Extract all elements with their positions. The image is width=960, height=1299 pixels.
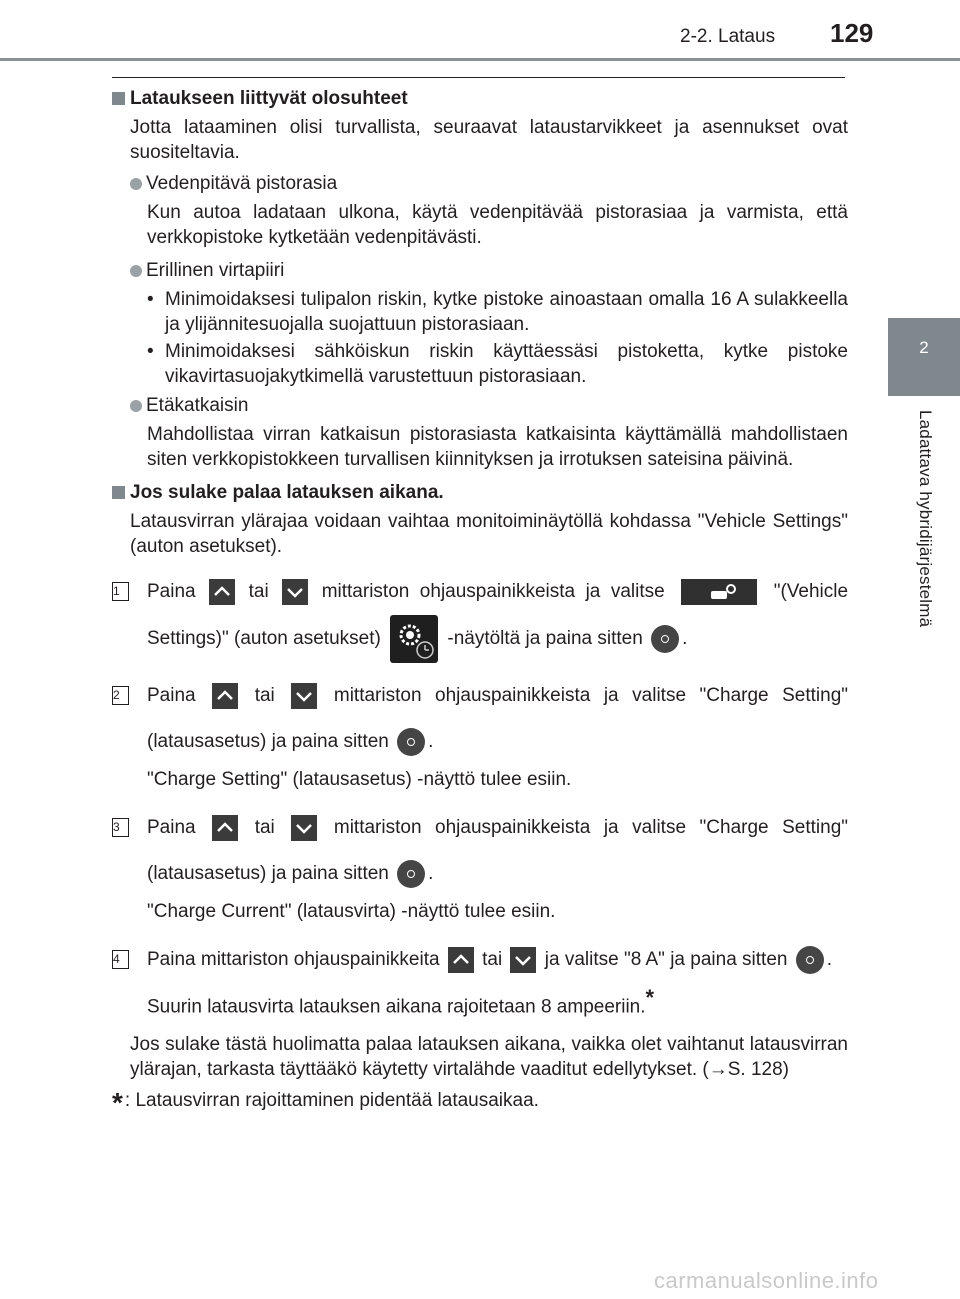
step-4: 4 Paina mittariston ohjauspainikkeita tai ja valitse "8 A" ja paina sitten . (147, 937, 848, 983)
chevron-down-icon (282, 579, 308, 605)
list-item-title: Vedenpitävä pistorasia (130, 171, 848, 196)
step-note: "Charge Setting" (latausasetus) -näyttö tulee esiin. (147, 769, 572, 790)
step-1: 1 Paina tai mittariston ohjauspainikkeista ja valitse "(Vehicle Settings)" (auton asetukset) -näytöltä ja paina sitten . (147, 569, 848, 663)
ok-button-icon (651, 625, 679, 653)
chevron-up-icon (209, 579, 235, 605)
chevron-up-icon (448, 947, 474, 973)
after-paragraph: Jos sulake tästä huolimatta palaa latauksen aikana, vaikka olet vaihtanut latausvirran ylärajan, tarkasta täyttääkö käytetty virtalähde vaaditut edellytykset. (→S. 128) (130, 1034, 848, 1081)
step-note: Suurin latausvirta latauksen aikana rajoitetaan 8 ampeeriin.* (147, 985, 655, 1018)
ok-button-icon (397, 860, 425, 888)
chevron-down-icon (291, 683, 317, 709)
chevron-up-icon (212, 683, 238, 709)
circle-bullet-icon (130, 400, 142, 412)
page-number: 129 (830, 18, 874, 48)
step-number: 4 (112, 950, 129, 969)
ok-button-icon (397, 728, 425, 756)
footnote: * : Latausvirran rajoittaminen pidentää latausaikaa. (112, 1087, 539, 1119)
circle-bullet-icon (130, 265, 142, 277)
chevron-up-icon (212, 815, 238, 841)
step-3: 3 Paina tai mittariston ohjauspainikkeista ja valitse "Charge Setting" (latausasetus) ja paina sitten . (147, 805, 848, 897)
chapter-label: Ladattava hybridijärjestelmä (916, 410, 935, 628)
step-note: "Charge Current" (latausvirta) -näyttö tulee esiin. (147, 901, 556, 922)
step-number: 2 (112, 686, 129, 705)
sub-item: • Minimoidaksesi sähköiskun riskin käyttäessäsi pistoketta, kytke pistoke vikavirtasuojakytkimellä varustettuun pistorasiaan. (147, 341, 848, 387)
chevron-down-icon (291, 815, 317, 841)
content-rule (112, 77, 845, 78)
step-number: 1 (112, 582, 129, 601)
page-content (112, 86, 849, 1119)
square-bullet-icon (112, 486, 125, 499)
arrow-right-icon: → (708, 1059, 728, 1081)
header-rule (0, 58, 960, 61)
section-intro: Jotta lataaminen olisi turvallista, seuraavat lataustarvikkeet ja asennukset ovat suositeltavia. (130, 117, 848, 163)
list-item-title: Etäkatkaisin (130, 393, 848, 418)
step-number: 3 (112, 818, 129, 837)
list-item-title: Erillinen virtapiiri (130, 258, 848, 283)
section-heading: Lataukseen liittyvät olosuhteet (112, 86, 848, 111)
step-2: 2 Paina tai mittariston ohjauspainikkeista ja valitse "Charge Setting" (latausasetus) ja paina sitten . (147, 673, 848, 765)
chevron-down-icon (510, 947, 536, 973)
sub-item: • Minimoidaksesi tulipalon riskin, kytke pistoke ainoastaan omalla 16 A sulakkeella ja ylijännitesuojalla suojattuun pistorasiaan. (147, 289, 848, 335)
vehicle-settings-icon (681, 579, 757, 605)
settings-gear-icon (390, 615, 438, 663)
chapter-number: 2 (919, 338, 929, 357)
ok-button-icon (796, 946, 824, 974)
square-bullet-icon (112, 92, 125, 105)
section-title: 2-2. Lataus (680, 26, 776, 47)
section-heading: Jos sulake palaa latauksen aikana. (112, 480, 848, 505)
list-item-body: Kun autoa ladataan ulkona, käytä vedenpitävää pistorasiaa ja varmista, että verkkopistoke kytketään vedenpitävästi. (147, 202, 848, 248)
section-intro: Latausvirran ylärajaa voidaan vaihtaa monitoiminäytöllä kohdassa "Vehicle Settings" (auton asetukset). (130, 511, 848, 557)
watermark: carmanualsonline.info (654, 1268, 879, 1293)
circle-bullet-icon (130, 178, 142, 190)
list-item-body: Mahdollistaa virran katkaisun pistorasiasta katkaisinta käyttämällä mahdollistaen siten verkkopistokkeen turvallisen kiinnityksen ja irrotuksen sateisina päivinä. (147, 424, 848, 470)
